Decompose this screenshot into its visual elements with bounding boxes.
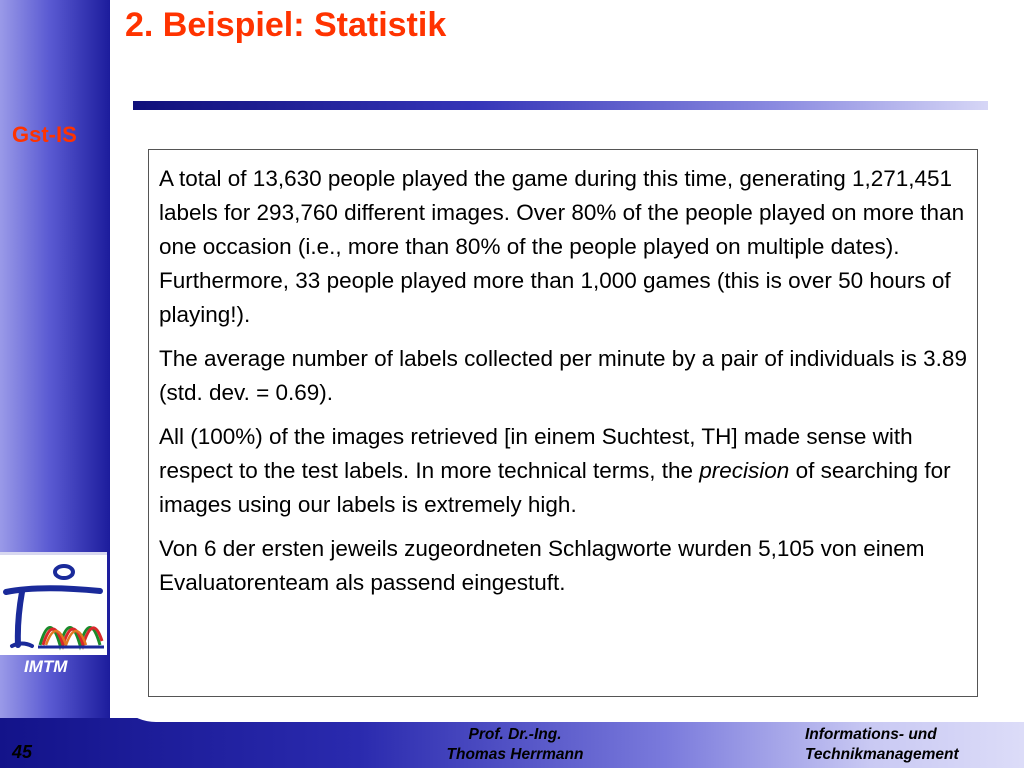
paragraph-1: A total of 13,630 people played the game during this time, generating 1,271,451 labels for 293,760 different images. Over 80% of the people played on more than one occasion (i.e., more than 80% of the people played on multiple dates). Furthermore, 33 people played more than 1,000 games (this is over 50 hours of playing!). (159, 166, 965, 327)
footer-author (410, 725, 620, 765)
paragraph-2: The average number of labels collected per minute by a pair of individuals is 3.89 (std. dev. = 0.69). (159, 346, 967, 405)
course-label: Gst-IS (12, 122, 77, 147)
footer-department (805, 725, 1024, 765)
slide-title: 2. Beispiel: Statistik (125, 6, 447, 44)
text-box (148, 149, 978, 697)
paragraph-3-text-b: of searching for images using our labels is extremely high. (159, 458, 951, 517)
footer-department-line2: Technikmanagement (805, 746, 959, 763)
title-divider (133, 101, 988, 110)
paragraph-3 (159, 420, 967, 522)
paragraph-3-text-a: All (100%) of the images retrieved [in einem Suchtest, TH] made sense with respect to the test labels. In more technical terms, the (159, 424, 913, 483)
imtm-logo-label: IMTM (24, 657, 68, 676)
footer-author-title: Prof. Dr.-Ing. (468, 726, 562, 743)
imtm-logo (0, 552, 107, 655)
imtm-logo-graphic (0, 555, 107, 655)
paragraph-4: Von 6 der ersten jeweils zugeordneten Schlagworte wurden 5,105 von einem Evaluatorenteam als passend eingestuft. (159, 536, 925, 595)
footer-author-name: Thomas Herrmann (446, 746, 584, 763)
page-number: 45 (12, 742, 33, 762)
precision-emphasis: precision (699, 458, 790, 483)
footer-department-line1: Informations- und (805, 726, 937, 743)
